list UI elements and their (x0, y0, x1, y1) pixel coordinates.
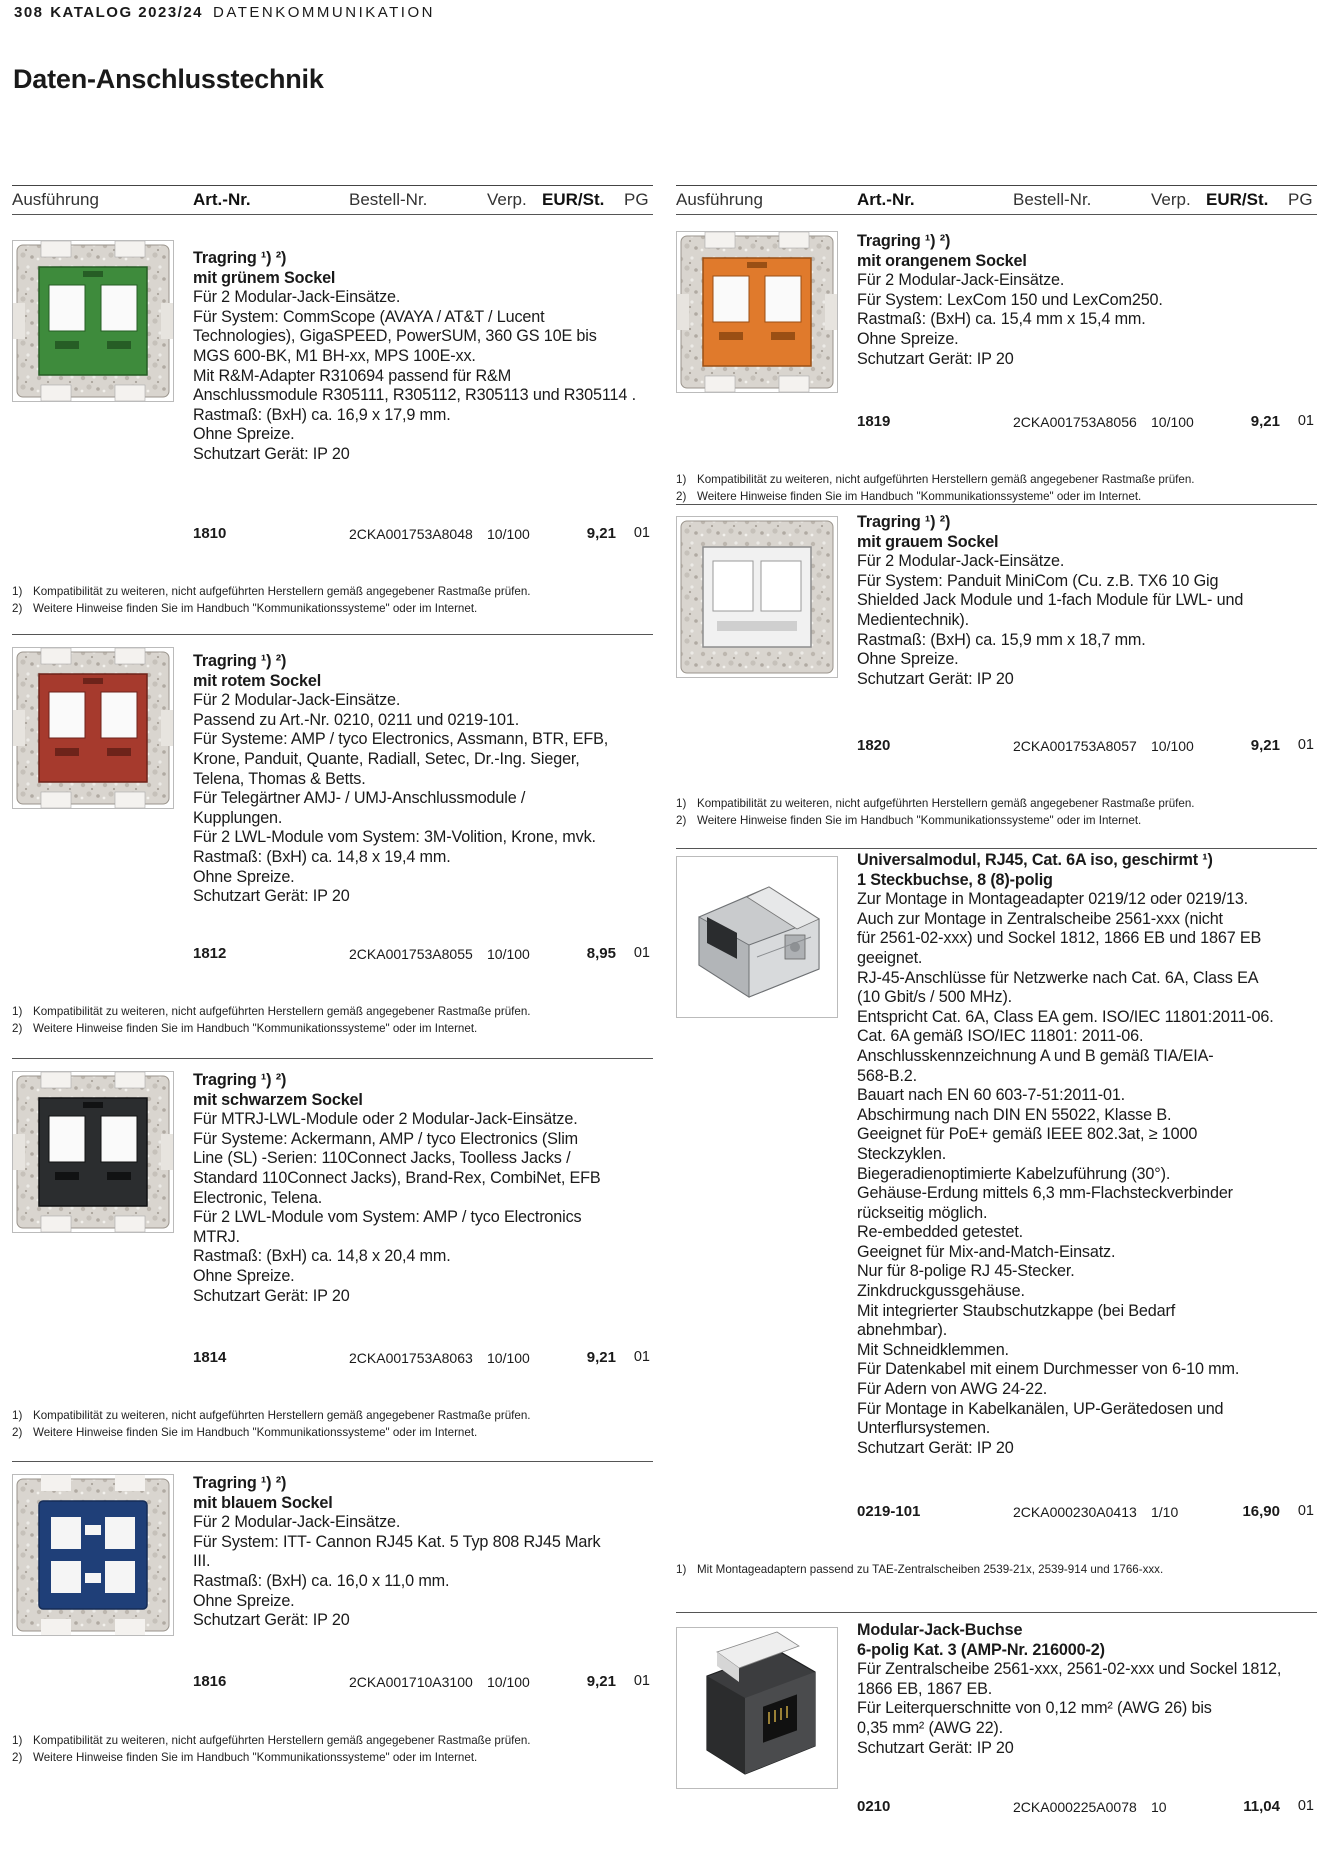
description-line: Schutzart Gerät: IP 20 (193, 1286, 350, 1305)
description-line: Für Systeme: Ackermann, AMP / tyco Electronics (Slim (193, 1129, 579, 1148)
description-line: Re-embedded getestet. (857, 1223, 1024, 1242)
description-line: (10 Gbit/s / 500 MHz). (857, 988, 1013, 1007)
bestell-nr: 2CKA000225A0078 (1013, 1799, 1137, 1815)
description-line: Für Zentralscheibe 2561-xxx, 2561-02-xxx und Sockel 1812, (857, 1660, 1282, 1679)
product-title: Universalmodul, RJ45, Cat. 6A iso, geschirmt ¹) (857, 851, 1213, 869)
description-line: Für 2 Modular-Jack-Einsätze. (193, 691, 401, 710)
price: 9,21 (586, 525, 616, 542)
product-description (857, 513, 1317, 689)
description-line: Nur für 8-polige RJ 45-Stecker. (857, 1262, 1075, 1281)
header-verp: Verp. (487, 190, 527, 209)
price: 9,21 (586, 1673, 616, 1690)
header-bestell-nr: Bestell-Nr. (1013, 190, 1092, 209)
product-entry (676, 215, 1317, 505)
footnotes (12, 1732, 653, 1766)
art-nr: 1816 (193, 1673, 227, 1690)
product-description (193, 1071, 653, 1306)
order-row (676, 1503, 1317, 1523)
product-image (12, 240, 174, 402)
description-line: Ohne Spreize. (193, 425, 295, 444)
order-row (676, 413, 1317, 433)
product-title: Tragring ¹) ²) (193, 249, 287, 267)
footnote-number: 1) (12, 1005, 23, 1018)
description-line: Schutzart Gerät: IP 20 (857, 349, 1014, 368)
footnote-number: 1) (12, 1734, 23, 1747)
footnote-number: 1) (12, 1409, 23, 1422)
footnote (676, 812, 1317, 829)
header-pg: PG (624, 190, 649, 209)
description-line: Electronic, Telena. (193, 1188, 323, 1207)
footnote (12, 1003, 653, 1020)
footnote-number: 2) (12, 1751, 23, 1764)
product-entry (12, 1462, 653, 1802)
product-title: 6-polig Kat. 3 (AMP-Nr. 216000-2) (857, 1640, 1105, 1659)
description-line: abnehmbar). (857, 1321, 948, 1340)
description-line: Für Leiterquerschnitte von 0,12 mm² (AWG 26) bis (857, 1699, 1212, 1718)
product-entry (12, 215, 653, 635)
description-line: Entspricht Cat. 6A, Class EA gem. ISO/IEC 11801:2011-06. (857, 1007, 1274, 1026)
footnote (676, 471, 1317, 488)
footnote-text: Kompatibilität zu weiteren, nicht aufgeführten Herstellern gemäß angegebener Rastmaße prüfen. (33, 1409, 531, 1422)
footnote (12, 1424, 653, 1441)
footnote-text: Weitere Hinweise finden Sie im Handbuch "Kommunikationssysteme" oder im Internet. (697, 814, 1142, 827)
order-row (12, 945, 653, 965)
verpackung: 10 (1151, 1799, 1167, 1815)
art-nr: 1812 (193, 945, 227, 962)
product-description (193, 652, 653, 907)
description-line: Für Montage in Kabelkanälen, UP-Gerätedosen und (857, 1399, 1224, 1418)
header-ausfuehrung: Ausführung (676, 190, 763, 209)
footnote-number: 2) (12, 1022, 23, 1035)
right-column (676, 185, 1317, 1833)
description-line: Biegeradienoptimierte Kabelzuführung (30°). (857, 1164, 1171, 1183)
price-group: 01 (1297, 413, 1314, 429)
description-line: Standard 110Connect Jacks), Brand-Rex, CombiNet, EFB (193, 1168, 601, 1187)
description-line: Für Adern von AWG 24-22. (857, 1380, 1048, 1399)
product-title: Tragring ¹) ²) (857, 513, 951, 531)
description-line: MGS 600-BK, M1 BH-xx, MPS 100E-xx. (193, 346, 476, 365)
description-line: Shielded Jack Module und 1-fach Module für LWL- und (857, 591, 1244, 610)
product-entry (676, 1613, 1317, 1833)
verpackung: 10/100 (1151, 414, 1194, 430)
description-line: Für 2 Modular-Jack-Einsätze. (857, 552, 1065, 571)
footnotes (676, 471, 1317, 505)
price: 9,21 (586, 1349, 616, 1366)
description-line: Auch zur Montage in Zentralscheibe 2561-xxx (nicht (857, 909, 1223, 928)
description-line: Für 2 Modular-Jack-Einsätze. (193, 1513, 401, 1532)
description-line: Line (SL) -Serien: 110Connect Jacks, Toolless Jacks / (193, 1149, 571, 1168)
verpackung: 1/10 (1151, 1504, 1179, 1520)
footnote-text: Kompatibilität zu weiteren, nicht aufgeführten Herstellern gemäß angegebener Rastmaße prüfen. (33, 1005, 531, 1018)
footnote-number: 1) (676, 473, 687, 486)
product-title: Tragring ¹) ²) (193, 1474, 287, 1492)
header-pg: PG (1288, 190, 1313, 209)
footnotes (676, 1561, 1317, 1578)
description-line: Ohne Spreize. (193, 1266, 295, 1285)
product-title: 1 Steckbuchse, 8 (8)-polig (857, 870, 1053, 889)
description-line: Schutzart Gerät: IP 20 (193, 887, 350, 906)
header-verp: Verp. (1151, 190, 1191, 209)
description-line: Schutzart Gerät: IP 20 (857, 1438, 1014, 1457)
footnote-text: Kompatibilität zu weiteren, nicht aufgeführten Herstellern gemäß angegebener Rastmaße prüfen. (33, 585, 531, 598)
description-line: Schutzart Gerät: IP 20 (857, 669, 1014, 688)
footnote-number: 1) (676, 1563, 687, 1576)
footnote-text: Weitere Hinweise finden Sie im Handbuch "Kommunikationssysteme" oder im Internet. (697, 490, 1142, 503)
description-line: Rastmaß: (BxH) ca. 16,9 x 17,9 mm. (193, 405, 451, 424)
price: 9,21 (1250, 413, 1280, 430)
footnotes (12, 583, 653, 617)
footnote (12, 1407, 653, 1424)
art-nr: 0210 (857, 1798, 891, 1815)
product-image (12, 1071, 174, 1233)
description-line: 1866 EB, 1867 EB. (857, 1679, 993, 1698)
footnote-text: Weitere Hinweise finden Sie im Handbuch "Kommunikationssysteme" oder im Internet. (33, 602, 478, 615)
footnote (12, 1732, 653, 1749)
running-header (14, 4, 435, 21)
price-group: 01 (1297, 1503, 1314, 1519)
product-description (857, 851, 1317, 1458)
footnote-number: 2) (676, 814, 687, 827)
description-line: Bauart nach EN 60 603-7-51:2011-01. (857, 1086, 1126, 1105)
footnote (676, 795, 1317, 812)
bestell-nr: 2CKA000230A0413 (1013, 1504, 1137, 1520)
verpackung: 10/100 (487, 526, 530, 542)
description-line: Passend zu Art.-Nr. 0210, 0211 und 0219-101. (193, 710, 520, 729)
footnote-text: Weitere Hinweise finden Sie im Handbuch "Kommunikationssysteme" oder im Internet. (33, 1751, 478, 1764)
product-title: Modular-Jack-Buchse (857, 1621, 1023, 1639)
page-number: 308 (14, 4, 44, 21)
price-group: 01 (633, 1673, 650, 1689)
section-label: DATENKOMMUNIKATION (213, 4, 435, 21)
order-row (12, 525, 653, 545)
description-line: Medientechnik). (857, 610, 970, 629)
product-entry (676, 505, 1317, 849)
art-nr: 1810 (193, 525, 227, 542)
footnote (12, 1020, 653, 1037)
product-title: Tragring ¹) ²) (193, 1071, 287, 1089)
price-group: 01 (1297, 737, 1314, 753)
footnote (12, 583, 653, 600)
product-entry (12, 635, 653, 1059)
description-line: Schutzart Gerät: IP 20 (193, 444, 350, 463)
description-line: Kupplungen. (193, 808, 283, 827)
product-description (857, 1621, 1317, 1758)
description-line: geeignet. (857, 948, 923, 967)
katalog-label: KATALOG 2023/24 (50, 4, 204, 21)
description-line: Für System: LexCom 150 und LexCom250. (857, 290, 1163, 309)
price: 8,95 (586, 945, 616, 962)
footnote-number: 2) (12, 1426, 23, 1439)
product-title: mit blauem Sockel (193, 1493, 333, 1512)
description-line: Für System: ITT- Cannon RJ45 Kat. 5 Typ 808 RJ45 Mark (193, 1532, 601, 1551)
bestell-nr: 2CKA001753A8056 (1013, 414, 1137, 430)
header-ausfuehrung: Ausführung (12, 190, 99, 209)
art-nr: 1820 (857, 737, 891, 754)
footnotes (12, 1407, 653, 1441)
footnote-number: 2) (12, 602, 23, 615)
price-group: 01 (1297, 1798, 1314, 1814)
description-line: Für 2 Modular-Jack-Einsätze. (193, 288, 401, 307)
description-line: Zur Montage in Montageadapter 0219/12 oder 0219/13. (857, 890, 1249, 909)
bestell-nr: 2CKA001753A8057 (1013, 738, 1137, 754)
verpackung: 10/100 (1151, 738, 1194, 754)
description-line: Steckzyklen. (857, 1144, 947, 1163)
description-line: Rastmaß: (BxH) ca. 14,8 x 19,4 mm. (193, 847, 451, 866)
product-title: mit orangenem Sockel (857, 251, 1027, 270)
description-line: Abschirmung nach DIN EN 55022, Klasse B. (857, 1105, 1172, 1124)
verpackung: 10/100 (487, 1350, 530, 1366)
description-line: Für 2 LWL-Module vom System: 3M-Volition, Krone, mvk. (193, 828, 596, 847)
description-line: Ohne Spreize. (193, 1591, 295, 1610)
description-line: Für System: CommScope (AVAYA / AT&T / Lucent (193, 307, 545, 326)
description-line: Rastmaß: (BxH) ca. 15,9 mm x 18,7 mm. (857, 630, 1146, 649)
product-title: mit schwarzem Sockel (193, 1090, 363, 1109)
header-art-nr: Art.-Nr. (857, 190, 915, 209)
column-header (12, 185, 653, 215)
price: 16,90 (1242, 1503, 1280, 1520)
product-image (12, 1474, 174, 1636)
description-line: RJ-45-Anschlüsse für Netzwerke nach Cat. 6A, Class EA (857, 968, 1259, 987)
description-line: Rastmaß: (BxH) ca. 16,0 x 11,0 mm. (193, 1571, 450, 1590)
footnote-text: Kompatibilität zu weiteren, nicht aufgeführten Herstellern gemäß angegebener Rastmaße prüfen. (697, 473, 1195, 486)
verpackung: 10/100 (487, 1674, 530, 1690)
bestell-nr: 2CKA001753A8048 (349, 526, 473, 542)
description-line: Für 2 LWL-Module vom System: AMP / tyco Electronics (193, 1208, 582, 1227)
footnote (12, 600, 653, 617)
description-line: Geeignet für Mix-and-Match-Einsatz. (857, 1242, 1116, 1261)
bestell-nr: 2CKA001753A8055 (349, 946, 473, 962)
order-row (676, 1798, 1317, 1818)
description-line: Anschlussmodule R305111, R305112, R305113 und R305114 . (193, 386, 636, 405)
description-line: rückseitig möglich. (857, 1203, 988, 1222)
order-row (12, 1673, 653, 1693)
product-entry (12, 1059, 653, 1462)
description-line: Schutzart Gerät: IP 20 (857, 1738, 1014, 1757)
product-image (676, 516, 838, 678)
footnotes (676, 795, 1317, 829)
description-line: Technologies), GigaSPEED, PowerSUM, 360 GS 10E bis (193, 327, 597, 346)
header-eur: EUR/St. (1206, 190, 1269, 209)
description-line: Ohne Spreize. (857, 329, 959, 348)
footnote-text: Weitere Hinweise finden Sie im Handbuch "Kommunikationssysteme" oder im Internet. (33, 1022, 478, 1035)
footnote (12, 1749, 653, 1766)
description-line: Für 2 Modular-Jack-Einsätze. (857, 271, 1065, 290)
description-line: Gehäuse-Erdung mittels 6,3 mm-Flachsteckverbinder (857, 1184, 1233, 1203)
description-line: Geeignet für PoE+ gemäß IEEE 802.3at, ≥ 1000 (857, 1125, 1198, 1144)
column-header (676, 185, 1317, 215)
product-image (676, 856, 838, 1018)
price: 9,21 (1250, 737, 1280, 754)
footnote-text: Kompatibilität zu weiteren, nicht aufgeführten Herstellern gemäß angegebener Rastmaße prüfen. (697, 797, 1195, 810)
bestell-nr: 2CKA001753A8063 (349, 1350, 473, 1366)
product-image (676, 231, 838, 393)
description-line: Für Systeme: AMP / tyco Electronics, Assmann, BTR, EFB, (193, 730, 609, 749)
footnote (676, 488, 1317, 505)
description-line: Zinkdruckgussgehäuse. (857, 1282, 1025, 1301)
page-title: Daten-Anschlusstechnik (13, 64, 324, 94)
description-line: Mit R&M-Adapter R310694 passend für R&M (193, 366, 512, 385)
description-line: III. (193, 1552, 211, 1571)
description-line: Für System: Panduit MiniCom (Cu. z.B. TX6 10 Gig (857, 571, 1219, 590)
art-nr: 0219-101 (857, 1503, 921, 1520)
product-description (857, 232, 1317, 369)
verpackung: 10/100 (487, 946, 530, 962)
description-line: Ohne Spreize. (193, 867, 295, 886)
description-line: MTRJ. (193, 1227, 240, 1246)
footnote-text: Kompatibilität zu weiteren, nicht aufgeführten Herstellern gemäß angegebener Rastmaße prüfen. (33, 1734, 531, 1747)
product-title: mit grauem Sockel (857, 532, 999, 551)
product-title: Tragring ¹) ²) (193, 652, 287, 670)
product-entry (676, 849, 1317, 1613)
product-description (193, 249, 653, 465)
footnote-text: Mit Montageadaptern passend zu TAE-Zentralscheiben 2539-21x, 2539-914 und 1766-xxx. (697, 1563, 1164, 1576)
header-art-nr: Art.-Nr. (193, 190, 251, 209)
description-line: Rastmaß: (BxH) ca. 15,4 mm x 15,4 mm. (857, 310, 1146, 329)
price-group: 01 (633, 1349, 650, 1365)
product-title: mit rotem Sockel (193, 671, 322, 690)
description-line: Krone, Panduit, Quante, Radiall, Setec, Dr.-Ing. Sieger, (193, 749, 580, 768)
order-row (12, 1349, 653, 1369)
description-line: Schutzart Gerät: IP 20 (193, 1611, 350, 1630)
footnote-text: Weitere Hinweise finden Sie im Handbuch "Kommunikationssysteme" oder im Internet. (33, 1426, 478, 1439)
description-line: Für Datenkabel mit einem Durchmesser von 6-10 mm. (857, 1360, 1240, 1379)
product-description (193, 1474, 653, 1631)
price: 11,04 (1243, 1798, 1280, 1815)
description-line: Für MTRJ-LWL-Module oder 2 Modular-Jack-Einsätze. (193, 1110, 578, 1129)
header-bestell-nr: Bestell-Nr. (349, 190, 428, 209)
description-line: Telena, Thomas & Betts. (193, 769, 366, 788)
description-line: Anschlusskennzeichnung A und B gemäß TIA/EIA- (857, 1046, 1214, 1065)
header-eur: EUR/St. (542, 190, 605, 209)
footnote-number: 1) (12, 585, 23, 598)
description-line: 568-B.2. (857, 1066, 917, 1085)
product-title: mit grünem Sockel (193, 268, 336, 287)
product-image (676, 1627, 838, 1789)
description-line: Für Telegärtner AMJ- / UMJ-Anschlussmodule / (193, 789, 526, 808)
description-line: Mit integrierter Staubschutzkappe (bei Bedarf (857, 1301, 1176, 1320)
footnote (676, 1561, 1317, 1578)
description-line: für 2561-02-xxx) und Sockel 1812, 1866 EB und 1867 EB (857, 929, 1262, 948)
art-nr: 1814 (193, 1349, 227, 1366)
footnote-number: 1) (676, 797, 687, 810)
product-image (12, 647, 174, 809)
left-column (12, 185, 653, 1802)
description-line: 0,35 mm² (AWG 22). (857, 1718, 1004, 1737)
order-row (676, 737, 1317, 757)
price-group: 01 (633, 945, 650, 961)
description-line: Ohne Spreize. (857, 650, 959, 669)
art-nr: 1819 (857, 413, 891, 430)
footnote-number: 2) (676, 490, 687, 503)
description-line: Mit Schneidklemmen. (857, 1340, 1009, 1359)
footnotes (12, 1003, 653, 1037)
description-line: Cat. 6A gemäß ISO/IEC 11801: 2011-06. (857, 1027, 1144, 1046)
product-title: Tragring ¹) ²) (857, 232, 951, 250)
description-line: Unterflursystemen. (857, 1419, 991, 1438)
description-line: Rastmaß: (BxH) ca. 14,8 x 20,4 mm. (193, 1247, 451, 1266)
price-group: 01 (633, 525, 650, 541)
bestell-nr: 2CKA001710A3100 (349, 1674, 473, 1690)
